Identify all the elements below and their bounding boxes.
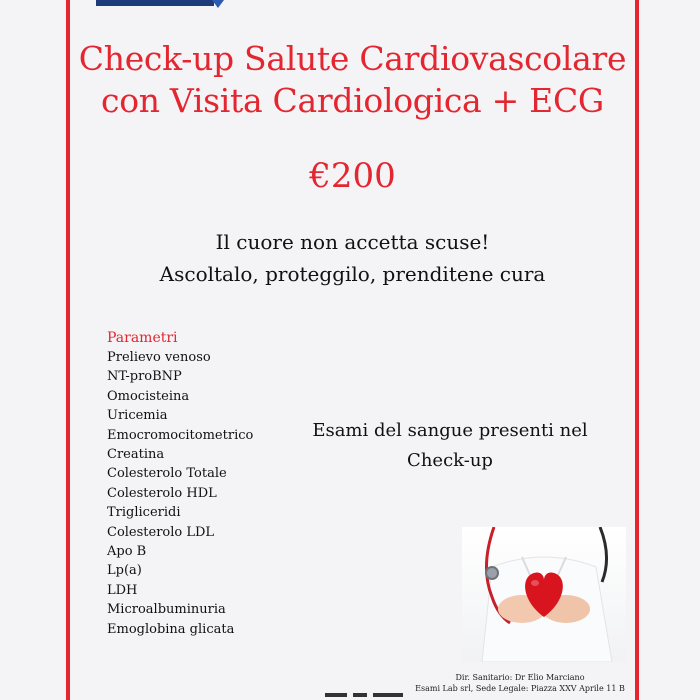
parameter-item: Trigliceridi bbox=[107, 505, 181, 521]
tagline-line-1: Il cuore non accetta scuse! bbox=[215, 230, 490, 254]
title-line-2: con Visita Cardiologica + ECG bbox=[101, 81, 604, 120]
note-line-1: Esami del sangue presenti nel bbox=[312, 420, 588, 441]
parameter-item: Apo B bbox=[107, 544, 147, 560]
parameter-item: NT-proBNP bbox=[107, 369, 182, 385]
parameter-item: Uricemia bbox=[107, 408, 168, 424]
parameter-item: Colesterolo HDL bbox=[107, 485, 217, 501]
parameter-item: Colesterolo Totale bbox=[107, 466, 227, 482]
parameter-item: LDH bbox=[107, 582, 138, 598]
parameter-item: Emocromocitometrico bbox=[107, 427, 254, 443]
parameters-heading: Parametri bbox=[107, 330, 178, 346]
footer-director: Dir. Sanitario: Dr Elio Marciano bbox=[455, 673, 585, 682]
logo bbox=[96, 0, 214, 6]
footer-logo bbox=[325, 690, 405, 700]
page-title bbox=[70, 38, 635, 122]
parameters-list bbox=[107, 330, 253, 639]
parameter-item: Emoglobina glicata bbox=[107, 621, 235, 637]
parameter-item: Lp(a) bbox=[107, 563, 142, 579]
parameter-item: Microalbuminuria bbox=[107, 602, 226, 618]
doctor-heart-illustration bbox=[462, 527, 626, 662]
price: €200 bbox=[309, 156, 396, 196]
footer-legal: Esami Lab srl, Sede Legale: Piazza XXV Aprile 11 B bbox=[415, 684, 625, 693]
doctor-heart-photo bbox=[462, 527, 626, 662]
parameter-item: Prelievo venoso bbox=[107, 350, 211, 365]
title-line-1: Check-up Salute Cardiovascolare bbox=[78, 39, 627, 78]
note-line-2: Check-up bbox=[407, 450, 493, 471]
blood-tests-note bbox=[290, 416, 610, 476]
parameter-item: Colesterolo LDL bbox=[107, 524, 215, 540]
parameter-item: Omocisteina bbox=[107, 388, 190, 404]
tagline-line-2: Ascoltalo, proteggilo, prenditene cura bbox=[159, 262, 546, 286]
tagline bbox=[70, 226, 635, 290]
footer-info bbox=[400, 672, 640, 694]
parameter-item: Creatina bbox=[107, 447, 165, 463]
right-border-bar bbox=[635, 0, 639, 700]
